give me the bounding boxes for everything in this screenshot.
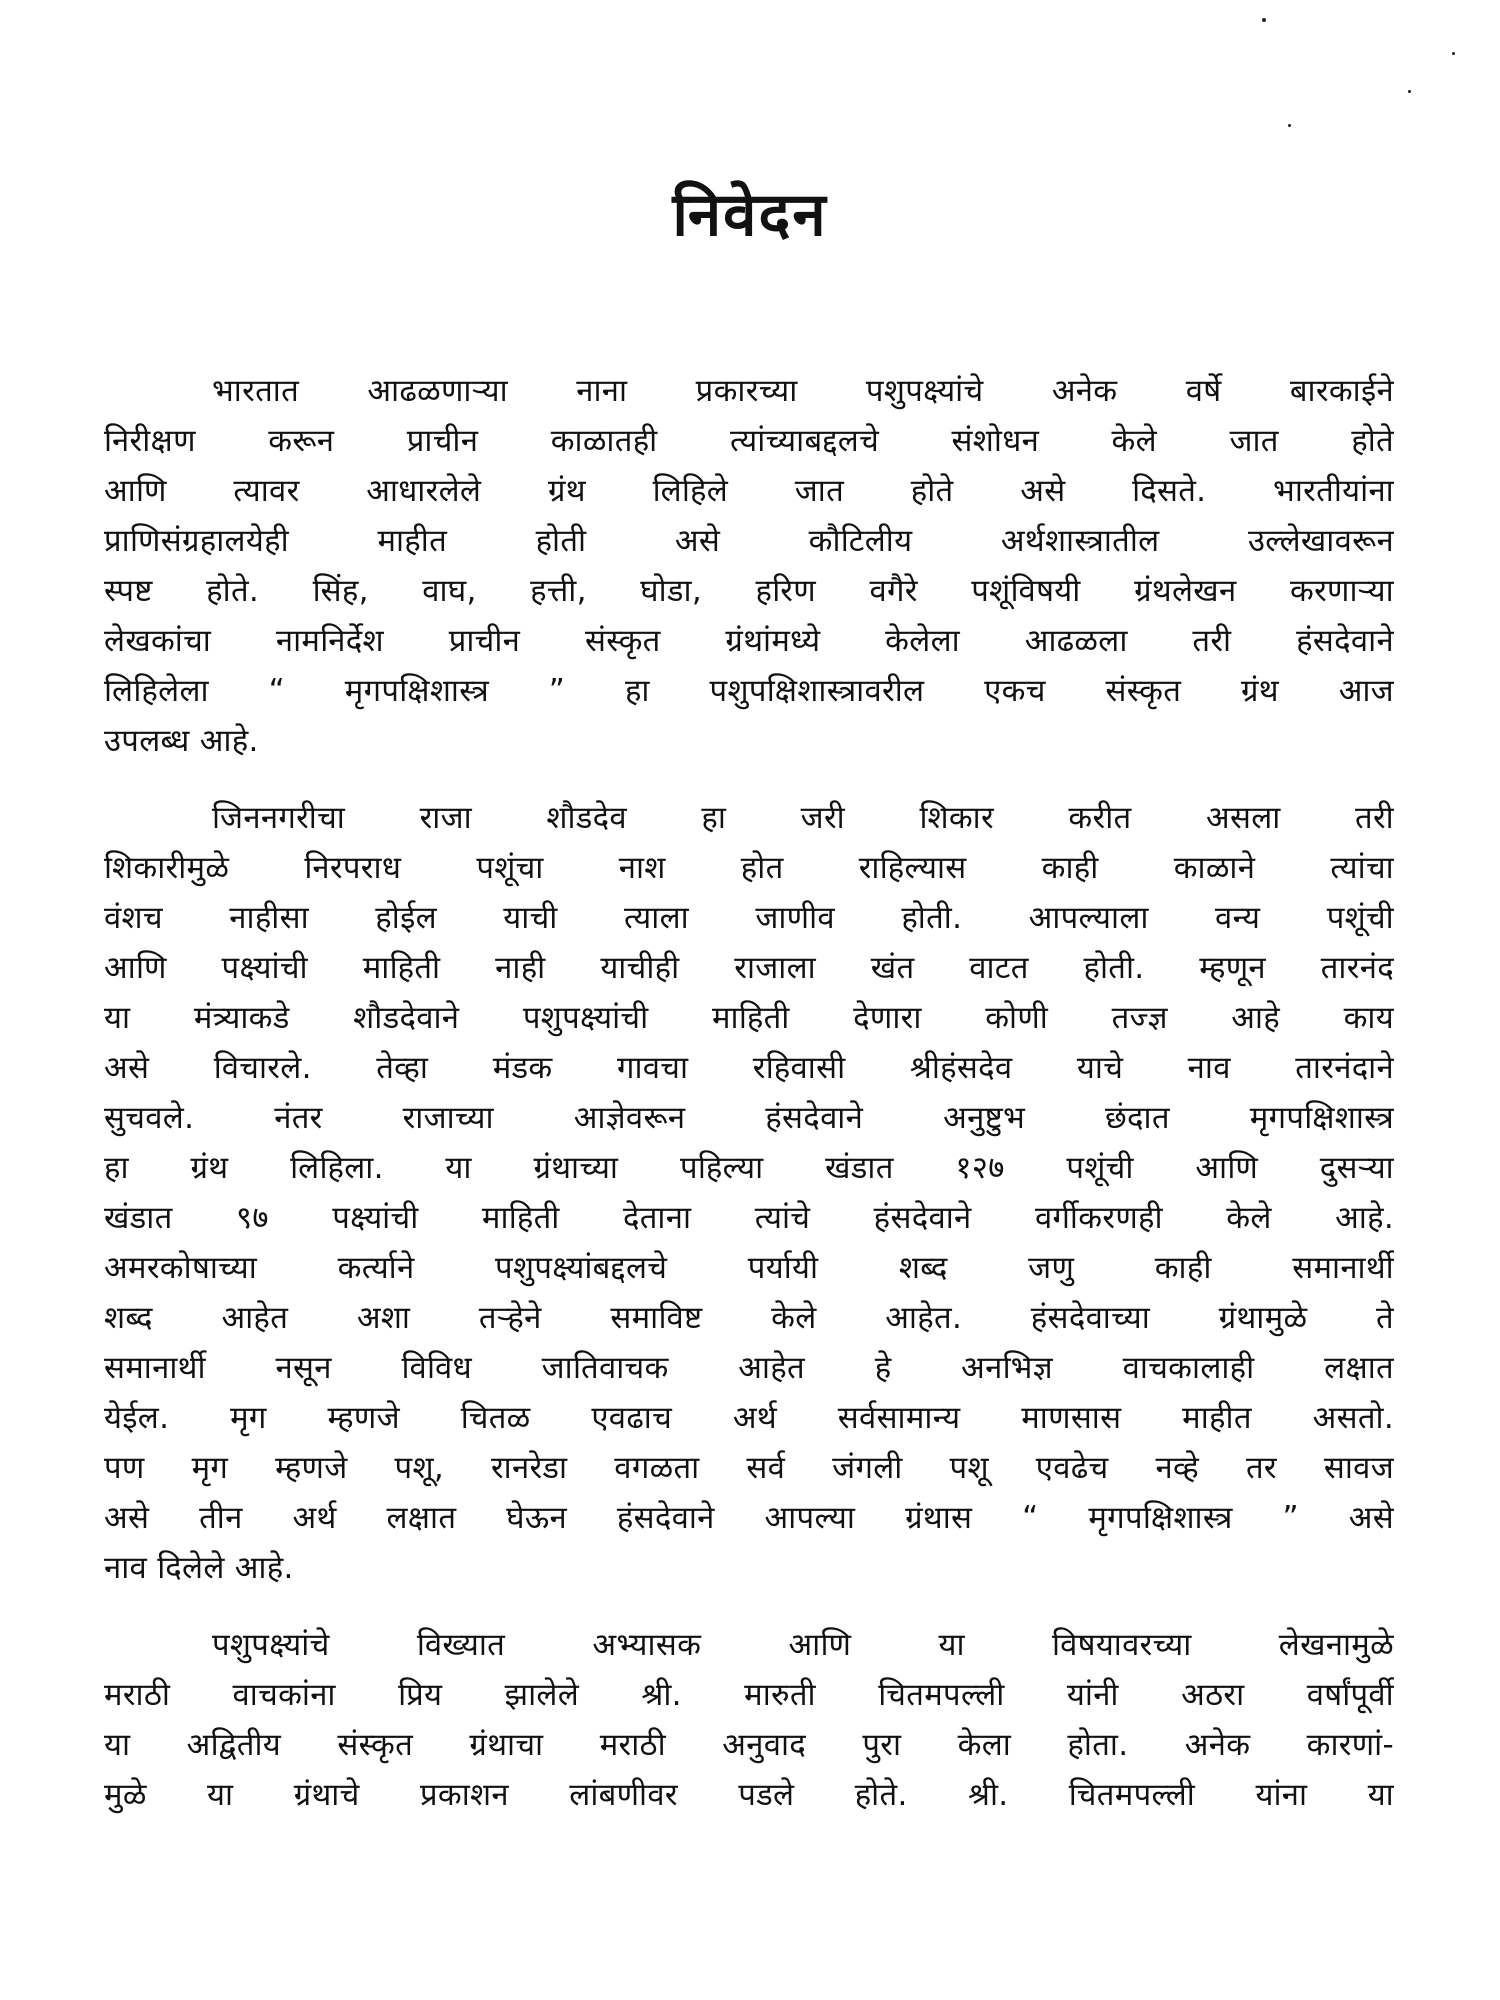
- text-line: शब्द आहेत अशा तऱ्हेने समाविष्ट केले आहेत. हंसदेवाच्या ग्रंथामुळे ते: [104, 1300, 1394, 1336]
- text-line: या मंत्र्याकडे शौडदेवाने पशुपक्ष्यांची माहिती देणारा कोणी तज्ज्ञ आहे काय: [104, 1000, 1394, 1036]
- text-line: लेखकांचा नामनिर्देश प्राचीन संस्कृत ग्रंथांमध्ये केलेला आढळला तरी हंसदेवाने: [104, 623, 1394, 659]
- text-line: वंशच नाहीसा होईल याची त्याला जाणीव होती. आपल्याला वन्य पशूंची: [104, 900, 1394, 936]
- text-line: असे तीन अर्थ लक्षात घेऊन हंसदेवाने आपल्या ग्रंथास “ मृगपक्षिशास्त्र ” असे: [104, 1500, 1394, 1536]
- text-line: अमरकोषाच्या कर्त्याने पशुपक्ष्यांबद्दलचे पर्यायी शब्द जणु काही समानार्थी: [104, 1250, 1394, 1286]
- text-line: आणि पक्ष्यांची माहिती नाही याचीही राजाला खंत वाटत होती. म्हणून तारनंद: [104, 950, 1394, 986]
- text-line: पशुपक्ष्यांचे विख्यात अभ्यासक आणि या विषयावरच्या लेखनामुळे: [212, 1627, 1394, 1663]
- page-title: निवेदन: [672, 180, 828, 250]
- body-text: [104, 366, 1394, 1847]
- text-line: लिहिलेला “ मृगपक्षिशास्त्र ” हा पशुपक्षिशास्त्रावरील एकच संस्कृत ग्रंथ आज: [104, 673, 1394, 709]
- text-line: मुळे या ग्रंथाचे प्रकाशन लांबणीवर पडले होते. श्री. चितमपल्ली यांना या: [104, 1777, 1394, 1813]
- text-line: पण मृग म्हणजे पशू, रानरेडा वगळता सर्व जंगली पशू एवढेच नव्हे तर सावज: [104, 1450, 1394, 1486]
- text-line: समानार्थी नसून विविध जातिवाचक आहेत हे अनभिज्ञ वाचकालाही लक्षात: [104, 1350, 1394, 1386]
- text-line: उपलब्ध आहे.: [104, 723, 259, 759]
- text-line: हा ग्रंथ लिहिला. या ग्रंथाच्या पहिल्या खंडात १२७ पशूंची आणि दुसऱ्या: [104, 1150, 1394, 1186]
- text-line: येईल. मृग म्हणजे चितळ एवढाच अर्थ सर्वसामान्य माणसास माहीत असतो.: [104, 1400, 1394, 1436]
- paragraph-2: [104, 793, 1394, 1593]
- text-line: नाव दिलेले आहे.: [104, 1550, 294, 1586]
- text-line: खंडात ९७ पक्ष्यांची माहिती देताना त्यांचे हंसदेवाने वर्गीकरणही केले आहे.: [104, 1200, 1394, 1236]
- text-line: आणि त्यावर आधारलेले ग्रंथ लिहिले जात होते असे दिसते. भारतीयांना: [104, 473, 1394, 509]
- text-line: शिकारीमुळे निरपराध पशूंचा नाश होत राहिल्यास काही काळाने त्यांचा: [104, 850, 1394, 886]
- text-line: मराठी वाचकांना प्रिय झालेले श्री. मारुती चितमपल्ली यांनी अठरा वर्षांपूर्वी: [104, 1677, 1394, 1713]
- scan-speck: [1452, 52, 1455, 55]
- text-line: प्राणिसंग्रहालयेही माहीत होती असे कौटिलीय अर्थशास्त्रातील उल्लेखावरून: [104, 523, 1394, 559]
- text-line: असे विचारले. तेव्हा मंडक गावचा रहिवासी श्रीहंसदेव याचे नाव तारनंदाने: [104, 1050, 1394, 1086]
- text-line: निरीक्षण करून प्राचीन काळातही त्यांच्याबद्दलचे संशोधन केले जात होते: [104, 423, 1394, 459]
- text-line: या अद्वितीय संस्कृत ग्रंथाचा मराठी अनुवाद पुरा केला होता. अनेक कारणां-: [104, 1727, 1394, 1763]
- scan-speck: [1408, 90, 1411, 93]
- scan-speck: [1288, 124, 1291, 127]
- paragraph-1: [104, 366, 1394, 766]
- text-line: सुचवले. नंतर राजाच्या आज्ञेवरून हंसदेवाने अनुष्टुभ छंदात मृगपक्षिशास्त्र: [104, 1100, 1394, 1136]
- text-line: जिननगरीचा राजा शौडदेव हा जरी शिकार करीत असला तरी: [212, 800, 1394, 836]
- scan-speck: [1262, 18, 1266, 22]
- text-line: स्पष्ट होते. सिंह, वाघ, हत्ती, घोडा, हरिण वगैरे पशूंविषयी ग्रंथलेखन करणाऱ्या: [104, 573, 1394, 609]
- text-line: भारतात आढळणाऱ्या नाना प्रकारच्या पशुपक्ष्यांचे अनेक वर्षे बारकाईने: [212, 373, 1394, 409]
- paragraph-3: [104, 1620, 1394, 1820]
